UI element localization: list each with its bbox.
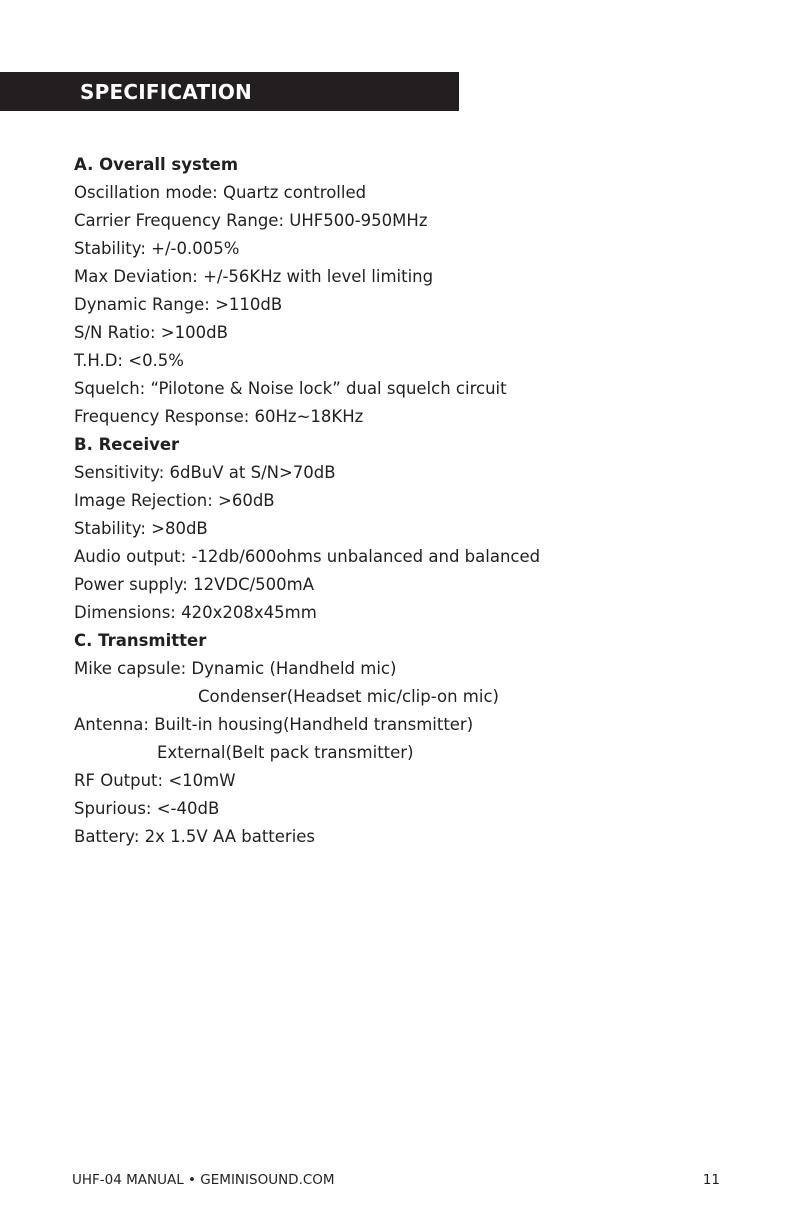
section-heading-overall: A. Overall system <box>74 155 239 174</box>
spec-line: Squelch: “Pilotone & Noise lock” dual squelch circuit <box>74 379 507 398</box>
section-title: SPECIFICATION <box>80 80 252 104</box>
spec-line: Dynamic Range: >110dB <box>74 295 283 314</box>
spec-line: Frequency Response: 60Hz~18KHz <box>74 407 364 426</box>
spec-line: Carrier Frequency Range: UHF500-950MHz <box>74 211 428 230</box>
spec-line: Stability: >80dB <box>74 519 208 538</box>
spec-line: Sensitivity: 6dBuV at S/N>70dB <box>74 463 336 482</box>
specification-content <box>74 151 754 851</box>
spec-line-continuation: Condenser(Headset mic/clip-on mic) <box>198 687 499 706</box>
footer-manual-title: UHF-04 MANUAL • GEMINISOUND.COM <box>72 1172 335 1188</box>
spec-line: RF Output: <10mW <box>74 771 236 790</box>
spec-line: Antenna: Built-in housing(Handheld transmitter) <box>74 715 474 734</box>
section-heading-receiver: B. Receiver <box>74 435 180 454</box>
spec-line: Spurious: <-40dB <box>74 799 220 818</box>
spec-line-continuation: External(Belt pack transmitter) <box>157 743 414 762</box>
spec-line: Dimensions: 420x208x45mm <box>74 603 317 622</box>
spec-line: Battery: 2x 1.5V AA batteries <box>74 827 316 846</box>
spec-line: Stability: +/-0.005% <box>74 239 240 258</box>
spec-line: Mike capsule: Dynamic (Handheld mic) <box>74 659 397 678</box>
page-number: 11 <box>702 1172 720 1188</box>
spec-line: S/N Ratio: >100dB <box>74 323 228 342</box>
spec-line: T.H.D: <0.5% <box>74 351 184 370</box>
spec-line: Max Deviation: +/-56KHz with level limiting <box>74 267 434 286</box>
spec-line: Oscillation mode: Quartz controlled <box>74 183 367 202</box>
spec-line: Image Rejection: >60dB <box>74 491 275 510</box>
section-header-bar <box>0 72 459 111</box>
spec-line: Power supply: 12VDC/500mA <box>74 575 315 594</box>
spec-line: Audio output: -12db/600ohms unbalanced and balanced <box>74 547 541 566</box>
section-heading-transmitter: C. Transmitter <box>74 631 207 650</box>
